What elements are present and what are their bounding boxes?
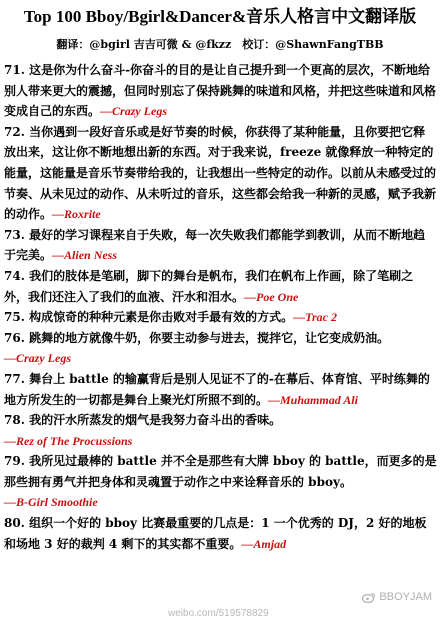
- brand-watermark: [362, 591, 432, 603]
- quote-author: —Amjad: [241, 536, 287, 551]
- quote-79: [4, 451, 437, 513]
- quote-text: 我的汗水所蒸发的烟气是我努力奋斗出的香味。: [29, 413, 282, 428]
- quote-number: 74.: [4, 268, 25, 283]
- translator-credits: 翻译：@bgirl 吉吉可微 & @fkzz 校订：@ShawnFangTBB: [56, 38, 384, 51]
- quote-number: 79.: [4, 454, 25, 469]
- quote-text: 跳舞的地方就像牛奶，你要主动参与进去，搅拌它，让它变成奶油。: [29, 330, 390, 345]
- quote-author: —Crazy Legs: [100, 104, 168, 119]
- quote-text: 当你遇到一段好音乐或是好节奏的时候，你获得了某种能量，且你要把它释放出来，这让你不断地想出新的东西。对于我来说，freeze 就像释放一种特定的能量，这能量是音乐节奏带给我的，让我想出一些特定的动作。以前从未感受过的节奏、从未见过的动作、从未听过的音乐，这些都会给我一种新的灵感，赋予我新的动作。: [4, 124, 437, 222]
- quote-73: [4, 225, 437, 266]
- quote-text: 组织一个好的 bboy 比赛最重要的几点是：1 一个优秀的 DJ，2 好的地板和场地 3 好的裁判 4 剩下的其实都不重要。: [4, 516, 427, 551]
- quote-76: [4, 328, 437, 369]
- quote-author: —Muhammad Ali: [268, 392, 358, 407]
- brand-name: BBOYJAM: [379, 591, 432, 603]
- quote-text: 最好的学习课程来自于失败，每一次失败我们都能学到教训，从而不断地趋于完美。: [4, 227, 426, 263]
- quote-72: [4, 122, 437, 225]
- quote-number: 72.: [4, 124, 25, 139]
- quote-author: —Rez of The Procussions: [4, 433, 133, 448]
- quote-author: —Alien Ness: [52, 248, 118, 263]
- document-title: Top 100 Bboy/Bgirl&Dancer&音乐人格言中文翻译版: [23, 7, 417, 26]
- quote-number: 80.: [4, 516, 25, 531]
- quote-number: 75.: [4, 310, 25, 325]
- quote-text: 这是你为什么奋斗-你奋斗的目的是让自己提升到一个更高的层次，不断地给别人带来更大的震撼，但同时别忘了保持跳舞的味道和风格，并把这些味道和风格变成自己的东西。: [4, 63, 437, 119]
- quote-77: [4, 369, 437, 410]
- quote-author: —Trac 2: [293, 310, 337, 325]
- quote-author: —B-Girl Smoothie: [4, 495, 98, 510]
- quote-78: [4, 410, 437, 451]
- weibo-url-watermark: weibo.com/519578829: [168, 608, 269, 619]
- quote-author: —Poe One: [244, 289, 299, 304]
- quote-number: 71.: [4, 63, 25, 77]
- quote-text: 舞台上 battle 的输赢背后是别人见证不了的-在幕后、体育馆、平时练舞的地方所发生的一切都是舞台上聚光灯所照不到的。: [4, 371, 430, 407]
- quote-author: —Roxrite: [52, 207, 101, 222]
- quote-74: [4, 266, 437, 307]
- quote-author: —Crazy Legs: [4, 351, 71, 366]
- quote-text: 构成惊奇的种种元素是你击败对手最有效的方式。: [29, 310, 294, 325]
- weibo-logo-icon: [362, 592, 376, 603]
- quote-75: [4, 307, 437, 328]
- quote-number: 78.: [4, 413, 25, 428]
- quote-number: 77.: [4, 371, 25, 386]
- quote-text: 我们的肢体是笔刷，脚下的舞台是帆布，我们在帆布上作画，除了笔刷之外，我们还注入了我们的血液、汗水和泪水。: [4, 268, 414, 304]
- quote-71: [4, 60, 437, 122]
- quote-list: [4, 60, 437, 554]
- quote-80: [4, 513, 437, 554]
- quote-number: 76.: [4, 330, 25, 345]
- quote-text: 我所见过最棒的 battle 并不全是那些有大牌 bboy 的 battle，而更多的是那些拥有勇气并把身体和灵魂置于动作之中来诠释音乐的 bboy。: [4, 454, 437, 489]
- quote-number: 73.: [4, 227, 25, 242]
